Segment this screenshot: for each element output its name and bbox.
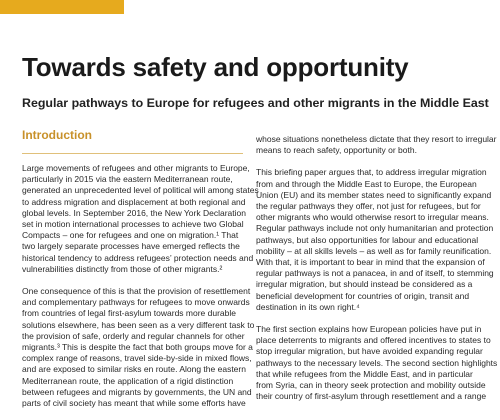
text-line: means to reach safety, opportunity or both. xyxy=(256,145,417,156)
body-paragraph xyxy=(256,324,498,402)
text-line: from and through the Middle East to Europe, the European xyxy=(256,178,477,189)
text-line: regular pathways is not a panacea, in and of itself, to stemming xyxy=(256,268,494,279)
text-line: parts of civil society has meant that while some efforts have xyxy=(22,398,246,409)
text-line: stop irregular migration, but have avoided expanding regular xyxy=(256,346,483,357)
text-line: Large movements of refugees and other migrants to Europe, xyxy=(22,163,250,173)
text-line: solutions elsewhere, has been seen as a very different task to xyxy=(22,319,255,330)
text-line: One consequence of this is that the provision of resettlement xyxy=(22,286,251,297)
text-line: from Syria, can in theory seek protection and mobility outside xyxy=(256,380,486,391)
text-line: particularly in 2015 via the eastern Mediterranean route, xyxy=(22,174,233,185)
text-line: This briefing paper argues that, to address irregular migration xyxy=(256,167,487,178)
body-paragraph xyxy=(22,163,259,275)
text-line: historical tendency to address refugees’ protection needs and xyxy=(22,252,254,263)
body-paragraph xyxy=(256,134,497,156)
text-line: Compacts – one for refugees and one on migration.¹ That xyxy=(22,230,239,241)
text-line: pathways, but also opportunities for labour and educational xyxy=(256,234,479,245)
text-line: irregular migration, but should instead be considered as a xyxy=(256,279,473,290)
page-title: Towards safety and opportunity xyxy=(22,52,409,82)
text-line: destination in its own right.⁴ xyxy=(256,301,360,312)
text-line: beneficial development for countries of origin, transit and xyxy=(256,290,470,301)
text-line: Mediterranean route, the application of a rigid distinction xyxy=(22,375,234,386)
text-line: generated an unprecedented level of political will among states xyxy=(22,185,259,196)
body-paragraph xyxy=(22,286,255,409)
text-line: pathways to the necessary levels. The second section highlights xyxy=(256,357,498,368)
text-line: place deterrents to migrants and offered incentives to states to xyxy=(256,335,491,346)
text-line: The first section explains how European policies have put in xyxy=(256,324,482,335)
text-line: mobility – at all skills levels – as well as for family reunification. xyxy=(256,245,492,256)
left-column xyxy=(22,128,259,420)
section-heading-introduction: Introduction xyxy=(22,128,92,142)
right-column-body xyxy=(256,134,498,402)
text-line: and complementary pathways for refugees to move onwards xyxy=(22,297,250,308)
right-column xyxy=(256,134,498,413)
text-line: the regular pathways they offer, not just for refugees, but for xyxy=(256,201,481,212)
text-line: their country of first-asylum through resettlement and a range xyxy=(256,391,487,402)
text-line: migrants.³ This is despite the fact that both groups move for a xyxy=(22,342,253,353)
text-line: other migrants who would otherwise resort to irregular means. xyxy=(256,212,489,223)
text-line: global levels. In September 2016, the New York Declaration xyxy=(22,207,246,218)
left-column-body xyxy=(22,163,259,409)
text-line: two largely separate processes have emerged reflects the xyxy=(22,241,240,252)
text-line: to address migration and displacement at both regional and xyxy=(22,196,246,207)
section-divider xyxy=(22,153,243,154)
text-line: With that, it is important to bear in mind that the expansion of xyxy=(256,257,485,268)
page-subtitle: Regular pathways to Europe for refugees and other migrants in the Middle East xyxy=(22,96,489,110)
header-accent-bar xyxy=(0,0,124,14)
text-line: Regular pathways include not only humanitarian and protection xyxy=(256,223,494,234)
text-line: set in motion international processes to achieve two Global xyxy=(22,219,244,230)
text-line: between refugees and migrants by governments, the UN and xyxy=(22,386,252,397)
text-line: that while refugees from the Middle East, and in particular xyxy=(256,368,473,379)
text-line: and are exposed to similar risks en route. Along the eastern xyxy=(22,364,246,375)
body-paragraph xyxy=(256,167,494,313)
text-line: whose situations nonetheless dictate that they resort to irregular xyxy=(256,134,497,144)
text-line: Union (EU) and its member states need to significantly expand xyxy=(256,189,492,200)
text-line: from countries of legal first-asylum towards more durable xyxy=(22,308,236,319)
text-line: complex range of reasons, travel side-by-side in mixed flows, xyxy=(22,353,252,364)
text-line: vulnerabilities distinctly from those of other migrants.² xyxy=(22,263,223,274)
text-line: the provision of safe, orderly and regular channels for other xyxy=(22,330,245,341)
